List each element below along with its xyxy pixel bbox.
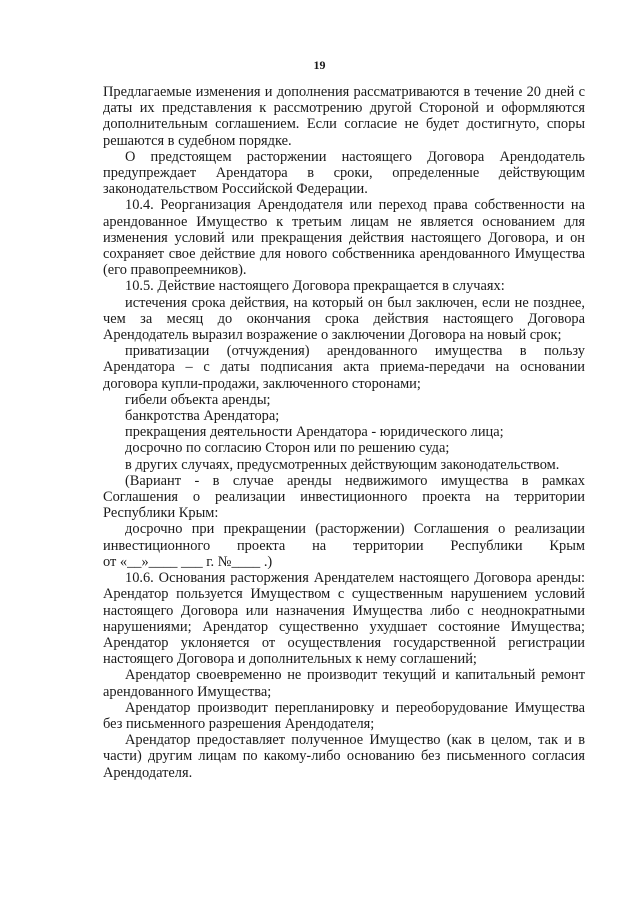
paragraph: от «__»____ ___ г. №____ .)	[103, 553, 273, 570]
list-item: прекращения деятельности Арендатора - юридического лица;	[125, 424, 504, 441]
paragraph: Предлагаемые изменения и дополнения рассматриваются в течение 20 дней с даты их представления к рассмотрению другой Стороной и оформляются дополнительным соглашением. Если согласие не будет достигнуто, споры решаются в судебном порядке.	[103, 84, 585, 149]
paragraph: досрочно при прекращении (расторжении) Соглашения о реализации инвестиционного проекта на территории Республики Крым	[103, 521, 585, 554]
list-item: в других случаях, предусмотренных действующим законодательством.	[125, 456, 560, 473]
paragraph: О предстоящем расторжении настоящего Договора Арендодатель предупреждает Арендатора в сроки, определенные действующим законодательством Российской Федерации.	[103, 148, 585, 198]
list-item: банкротства Арендатора;	[125, 408, 280, 425]
list-item: Арендатор своевременно не производит текущий и капитальный ремонт арендованного Имущества;	[103, 667, 585, 700]
list-item: гибели объекта аренды;	[125, 391, 271, 408]
list-item: приватизации (отчуждения) арендованного имущества в пользу Арендатора – с даты подписания акта приема-передачи на основании договора купли-продажи, заключенного сторонами;	[103, 343, 585, 392]
paragraph: 10.5. Действие настоящего Договора прекращается в случаях:	[125, 278, 505, 295]
paragraph: (Вариант - в случае аренды недвижимого имущества в рамках Соглашения о реализации инвестиционного проекта на территории Республики Крым:	[103, 472, 585, 522]
paragraph: 10.4. Реорганизация Арендодателя или переход права собственности на арендованное Имущество к третьим лицам не является основанием для изменения условий или прекращения действия настоящего Договора, и он сохраняет свое действие для нового собственника арендованного Имущества (его правопреемников).	[103, 197, 585, 279]
list-item: Арендатор предоставляет полученное Имущество (как в целом, так и в части) другим лицам по какому-либо основанию без письменного согласия Арендодателя.	[103, 732, 585, 781]
list-item: истечения срока действия, на который он был заключен, если не позднее, чем за месяц до окончания срока действия настоящего Договора Арендодатель выразил возражение о заключении Договора на новый срок;	[103, 294, 585, 344]
document-body	[103, 84, 585, 781]
page-number: 19	[313, 58, 326, 72]
paragraph: 10.6. Основания расторжения Арендателем настоящего Договора аренды: Арендатор пользуется Имуществом с существенным нарушением условий настоящего Договора или назначения Имущества либо с неоднократными нарушениями; Арендатор существенно ухудшает состояние Имущества; Арендатор уклоняется от осуществления государственной регистрации настоящего Договора и дополнительных к нему соглашений;	[103, 570, 585, 668]
list-item: Арендатор производит перепланировку и переоборудование Имущества без письменного разрешения Арендодателя;	[103, 699, 585, 732]
list-item: досрочно по согласию Сторон или по решению суда;	[125, 440, 450, 457]
